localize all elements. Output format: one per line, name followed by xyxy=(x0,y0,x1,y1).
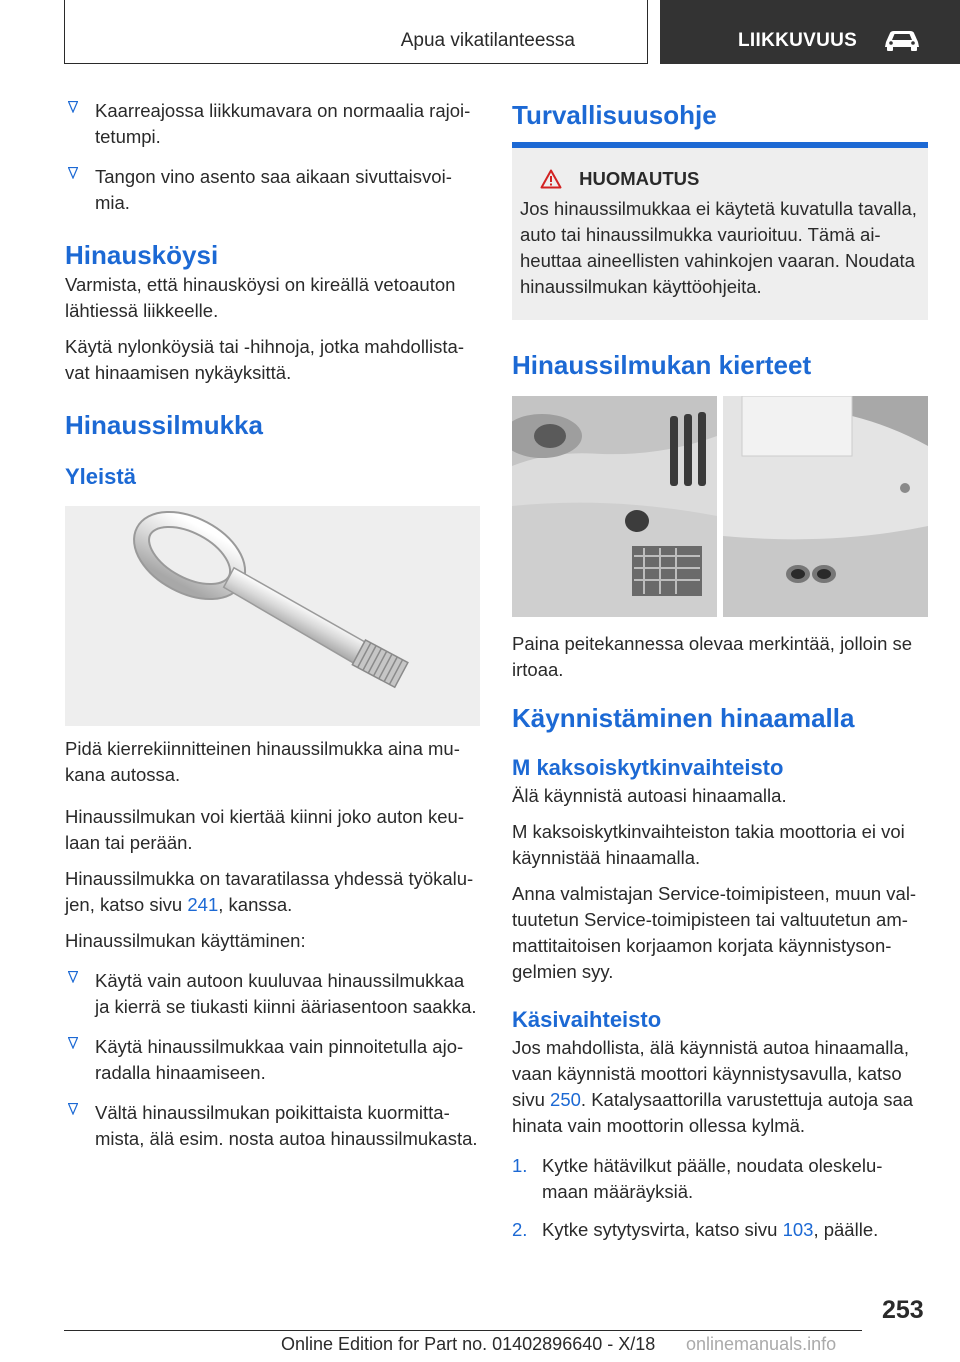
paragraph: Hinaussilmukan käyttäminen: xyxy=(65,930,306,951)
heading-towing-eye: Hinaussilmukka xyxy=(65,410,263,440)
bumper-threads-illustration xyxy=(512,396,928,617)
paragraph: M kaksoiskytkinvaihteiston takia moottoria ei voi käynnistää hinaamalla. xyxy=(512,821,905,868)
heading-threads: Hinaussilmukan kierteet xyxy=(512,350,812,380)
left-column xyxy=(65,98,480,1166)
step-number: 2. xyxy=(512,1219,528,1240)
paragraph: Hinaussilmukan voi kiertää kiinni joko auton keu-laan tai perään. xyxy=(65,806,464,853)
page-link-103[interactable]: 103 xyxy=(782,1219,814,1240)
car-icon xyxy=(882,28,922,52)
subheading-general: Yleistä xyxy=(65,464,136,489)
image-caption: Paina peitekannessa olevaa merkintää, jolloin se irtoaa. xyxy=(512,633,913,680)
list-item: Vältä hinaussilmukan poikittaista kuormitta-mista, älä esim. nosta autoa hinaussilmukasta. xyxy=(65,1100,480,1152)
notice-title: HUOMAUTUS xyxy=(579,168,700,189)
notice-text: Jos hinaussilmukkaa ei käytetä kuvatulla tavalla, auto tai hinaussilmukka vaurioituu. Tämä ai-heuttaa aineellisten vahinkojen vaaran. Noudata hinaussilmukan käyttöohjeita. xyxy=(520,198,917,297)
right-column xyxy=(512,98,928,1255)
subheading-manual: Käsivaihteisto xyxy=(512,1007,662,1032)
triangle-bullet-icon xyxy=(68,1103,78,1115)
paragraph: Jos mahdollista, älä käynnistä autoa hinaamalla, vaan käynnistä moottori käynnistysavulla, katso sivu 250. Katalysaattorilla varustettuja autoja saa hinata vain moottorin ollessa kylmä. xyxy=(512,1037,914,1136)
notice-box xyxy=(512,142,928,320)
page-link-250[interactable]: 250 xyxy=(550,1089,581,1110)
triangle-bullet-icon xyxy=(68,971,78,983)
threads-image xyxy=(512,396,928,617)
steps-list xyxy=(512,1153,928,1243)
warning-triangle-icon xyxy=(540,169,562,189)
paragraph: Älä käynnistä autoasi hinaamalla. xyxy=(512,785,787,806)
footer-divider xyxy=(64,1330,862,1331)
header-chapter-tab[interactable] xyxy=(660,0,960,64)
page-number: 253 xyxy=(882,1296,924,1324)
watermark: onlinemanuals.info xyxy=(686,1334,837,1354)
triangle-bullet-icon xyxy=(68,167,78,179)
heading-towrope: Hinausköysi xyxy=(65,240,219,270)
header-bar xyxy=(64,0,648,64)
towing-eye-image xyxy=(65,506,480,726)
page-link-241[interactable]: 241 xyxy=(187,894,219,915)
paragraph: Käytä nylonköysiä tai -hihnoja, jotka mahdollista-vat hinaamisen nykäyksittä. xyxy=(65,336,464,383)
list-item: 1. Kytke hätävilkut päälle, noudata oleskelu-maan määräyksiä. xyxy=(512,1155,883,1202)
heading-safety: Turvallisuusohje xyxy=(512,100,717,130)
paragraph: Hinaussilmukka on tavaratilassa yhdessä työkalu-jen, katso sivu 241, kanssa. xyxy=(65,868,474,915)
towing-eye-illustration xyxy=(65,506,480,726)
bullet-list-top xyxy=(65,98,480,216)
subheading-dct: M kaksoiskytkinvaihteisto xyxy=(512,755,784,780)
list-item: Käytä hinaussilmukkaa vain pinnoitetulla ajo-radalla hinaamiseen. xyxy=(65,1034,480,1086)
footer-edition: Online Edition for Part no. 01402896640 - X/18 xyxy=(281,1334,656,1354)
bullet-list-usage xyxy=(65,968,480,1152)
heading-tow-start: Käynnistäminen hinaamalla xyxy=(512,703,855,733)
triangle-bullet-icon xyxy=(68,101,78,113)
step-number: 1. xyxy=(512,1155,528,1176)
list-item: Kaarreajossa liikkumavara on normaalia rajoi-tetumpi. xyxy=(65,98,480,150)
triangle-bullet-icon xyxy=(68,1037,78,1049)
paragraph: Anna valmistajan Service-toimipisteen, muun val-tuutetun Service-toimipisteen tai valtuutetun am-mattitaitoisen korjaamon korjata käynnistyson-gelmien syy. xyxy=(512,883,917,982)
header-section-title: Apua vikatilanteessa xyxy=(400,30,575,51)
chapter-label: LIIKKUVUUS xyxy=(738,30,858,51)
paragraph: Pidä kierrekiinnitteinen hinaussilmukka aina mu-kana autossa. xyxy=(65,738,460,785)
paragraph: Varmista, että hinausköysi on kireällä vetoauton lähtiessä liikkeelle. xyxy=(65,274,456,321)
list-item: 2. Kytke sytytysvirta, katso sivu 103, päälle. xyxy=(512,1217,928,1243)
list-item: Tangon vino asento saa aikaan sivuttaisvoi-mia. xyxy=(65,164,480,216)
list-item: Käytä vain autoon kuuluvaa hinaussilmukkaa ja kierrä se tiukasti kiinni ääriasentoon saakka. xyxy=(65,968,480,1020)
